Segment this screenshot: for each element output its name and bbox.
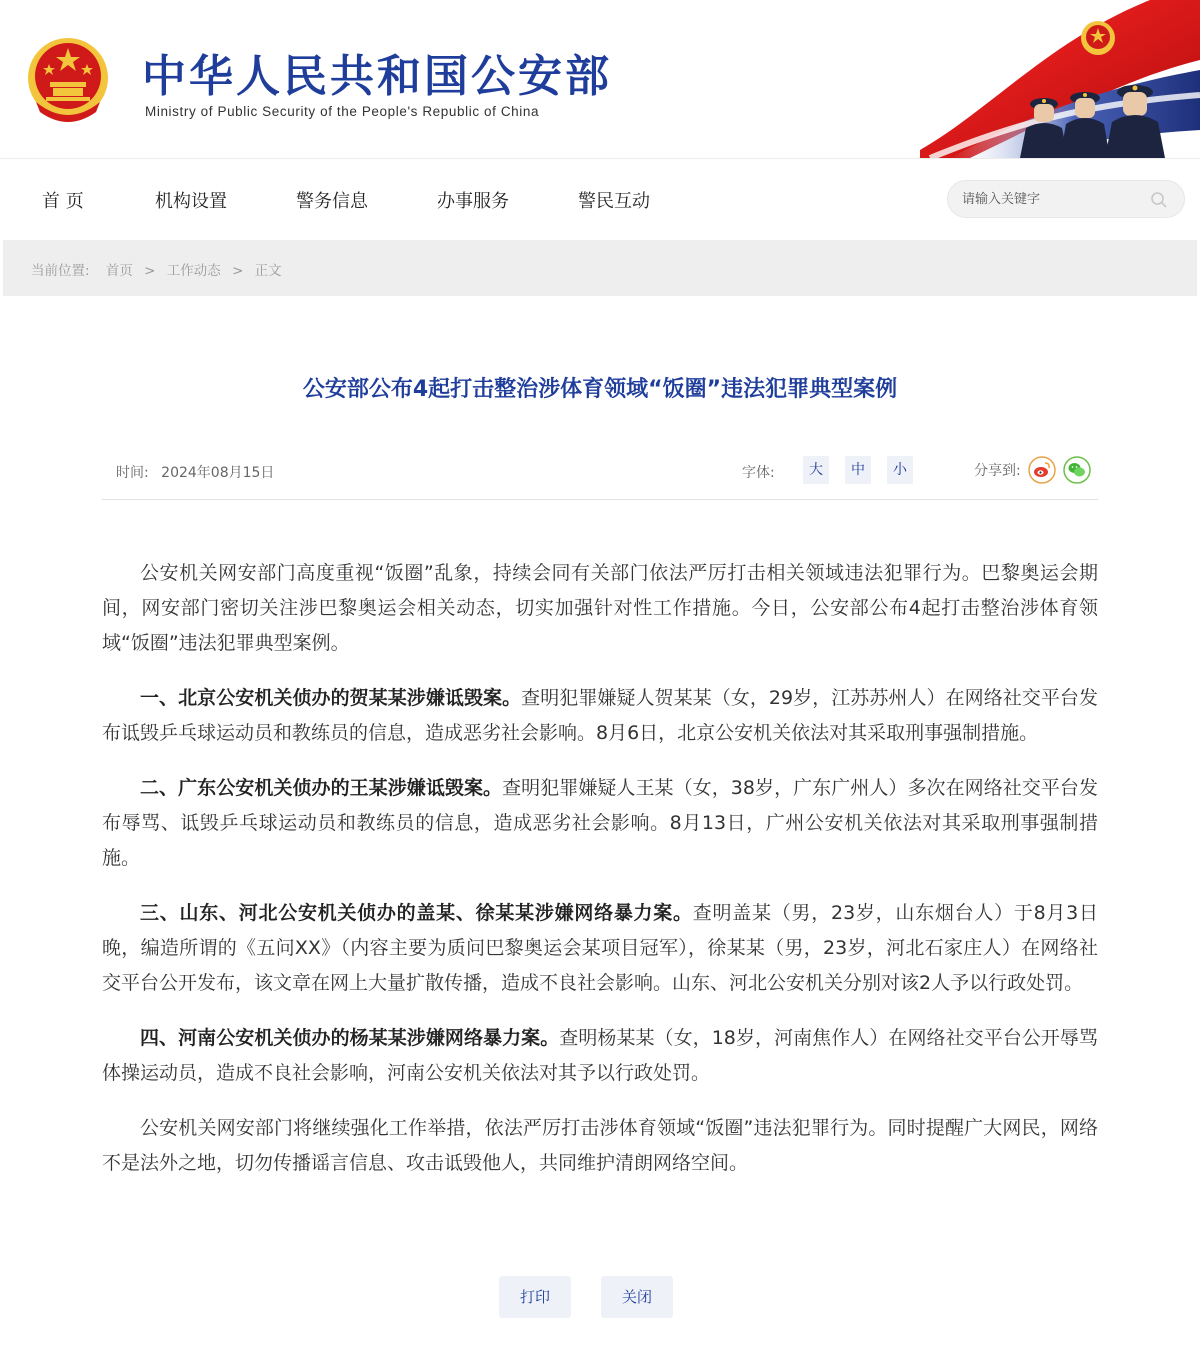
article-paragraph: 一、北京公安机关侦办的贺某某涉嫌诋毁案。查明犯罪嫌疑人贺某某（女，29岁，江苏苏州人）在网络社交平台发布诋毁乒乓球运动员和教练员的信息，造成恶劣社会影响。8月6日，北京公安机关依法对其采取刑事强制措施。 [102,687,1098,744]
article-meta [102,450,1098,500]
nav-organization[interactable]: 机构设置 [155,191,227,212]
date-value: 2024年08月15日 [161,465,275,481]
breadcrumb-current: 正文 [254,263,282,279]
article-content [102,556,1098,1201]
article-paragraph: 四、河南公安机关侦办的杨某某涉嫌网络暴力案。查明杨某某（女，18岁，河南焦作人）在网络社交平台公开辱骂体操运动员，造成不良社会影响，河南公安机关依法对其予以行政处罚。 [102,1027,1098,1084]
close-button[interactable]: 关闭 [601,1276,673,1318]
main-nav [0,158,1200,240]
font-large-button[interactable]: 大 [803,456,829,484]
print-button[interactable]: 打印 [499,1276,571,1318]
wechat-icon[interactable] [1063,456,1091,484]
breadcrumb-bar [3,240,1197,296]
breadcrumb-separator: > [144,263,156,279]
date-label: 时间: [116,465,149,481]
site-header [0,0,1200,158]
breadcrumb-home[interactable]: 首页 [105,263,133,279]
search-input[interactable] [962,189,1142,209]
share-label: 分享到: [974,463,1021,479]
search-box [947,180,1185,218]
publish-date [116,462,274,482]
weibo-icon[interactable] [1028,456,1056,484]
nav-home[interactable]: 首 页 [42,191,84,212]
site-title: 中华人民共和国公安部 [142,51,612,102]
article-paragraph: 公安机关网安部门将继续强化工作举措，依法严厉打击涉体育领域“饭圈”违法犯罪行为。同时提醒广大网民，网络不是法外之地，切勿传播谣言信息、攻击诋毁他人，共同维护清朗网络空间。 [102,1117,1098,1174]
national-emblem-icon [22,32,114,128]
breadcrumb-separator: > [232,263,244,279]
font-small-button[interactable]: 小 [887,456,913,484]
search-icon[interactable] [1150,191,1168,209]
article-paragraph: 二、广东公安机关侦办的王某涉嫌诋毁案。查明犯罪嫌疑人王某（女，38岁，广东广州人）多次在网络社交平台发布辱骂、诋毁乒乓球运动员和教练员的信息，造成恶劣社会影响。8月13日，广州公安机关依法对其采取刑事强制措施。 [102,777,1098,869]
breadcrumb-prefix: 当前位置: [31,263,90,279]
font-medium-button[interactable]: 中 [845,456,871,484]
breadcrumb [31,259,282,279]
article-paragraph: 公安机关网安部门高度重视“饭圈”乱象，持续会同有关部门依法严厉打击相关领域违法犯罪行为。巴黎奥运会期间，网安部门密切关注涉巴黎奥运会相关动态，切实加强针对性工作措施。今日，公安部公布4起打击整治涉体育领域“饭圈”违法犯罪典型案例。 [102,562,1098,654]
article-paragraph: 三、山东、河北公安机关侦办的盖某、徐某某涉嫌网络暴力案。查明盖某（男，23岁，山东烟台人）于8月3日晚，编造所谓的《五问XX》（内容主要为质问巴黎奥运会某项目冠军），徐某某（男，23岁，河北石家庄人）在网络社交平台公开发布，该文章在网上大量扩散传播，造成不良社会影响。山东、河北公安机关分别对该2人予以行政处罚。 [102,902,1098,994]
nav-interaction[interactable]: 警民互动 [578,191,650,212]
breadcrumb-news[interactable]: 工作动态 [166,263,221,279]
article-title: 公安部公布4起打击整治涉体育领域“饭圈”违法犯罪典型案例 [302,377,898,402]
nav-services[interactable]: 办事服务 [437,191,509,212]
site-subtitle: Ministry of Public Security of the People's Republic of China [145,104,540,119]
font-size-label: 字体: [742,465,775,481]
nav-police-info[interactable]: 警务信息 [296,191,368,212]
police-banner-image [910,0,1200,158]
